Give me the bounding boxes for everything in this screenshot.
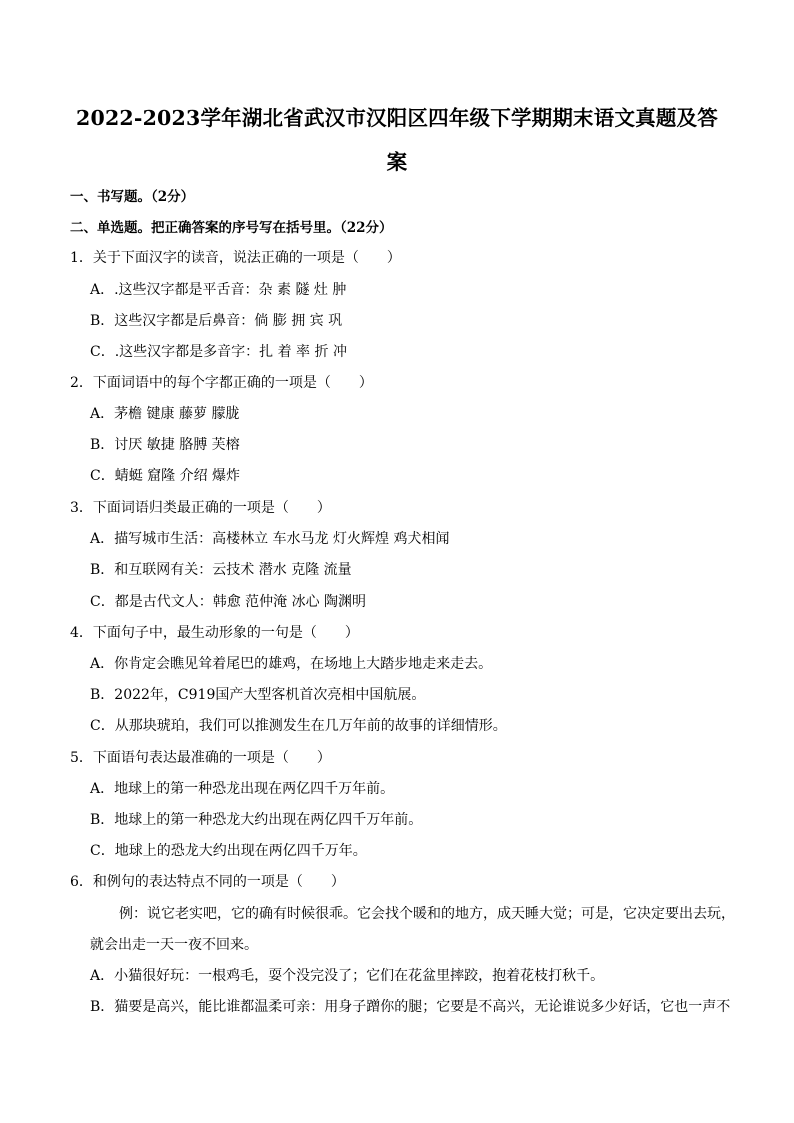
question-3-option-a: A．描写城市生活：高楼林立 车水马龙 灯火辉煌 鸡犬相闻 (90, 531, 450, 547)
question-5-stem: 5．下面语句表达最准确的一项是（ ） (70, 750, 331, 766)
question-6-stem: 6．和例句的表达特点不同的一项是（ ） (70, 874, 345, 890)
question-3-option-c: C．都是古代文人：韩愈 范仲淹 冰心 陶渊明 (90, 594, 367, 610)
question-2-stem: 2．下面词语中的每个字都正确的一项是（ ） (70, 375, 373, 391)
question-4-option-b: B．2022年，C919国产大型客机首次亮相中国航展。 (90, 687, 426, 703)
question-1-option-c: C．.这些汉字都是多音字：扎 着 率 折 冲 (90, 344, 347, 360)
document-title-line-2: 案 (386, 150, 408, 174)
question-3-option-b: B．和互联网有关：云技术 潜水 克隆 流量 (90, 562, 352, 578)
question-6-example-line-2: 就会出走一天一夜不回来。 (90, 937, 258, 953)
question-5-option-b: B．地球上的第一种恐龙大约出现在两亿四千万年前。 (90, 812, 423, 828)
question-2-option-c: C．蜻蜓 窟隆 介绍 爆炸 (90, 468, 241, 484)
section-heading-single-choice: 二、单选题。把正确答案的序号写在括号里。（22分） (70, 220, 393, 236)
question-1-stem: 1．关于下面汉字的读音，说法正确的一项是（ ） (70, 250, 401, 266)
question-6-option-b: B．猫要是高兴，能比谁都温柔可亲：用身子蹭你的腿；它要是不高兴，无论谁说多少好话，它也一声不 (90, 999, 731, 1015)
question-4-stem: 4．下面句子中，最生动形象的一句是（ ） (70, 625, 359, 641)
question-1-option-b: B．这些汉字都是后鼻音：倘 膨 拥 宾 巩 (90, 313, 343, 329)
question-6-option-a: A．小猫很好玩：一根鸡毛，耍个没完没了；它们在花盆里摔跤，抱着花枝打秋千。 (90, 968, 605, 984)
question-4-option-c: C．从那块琥珀，我们可以推测发生在几万年前的故事的详细情形。 (90, 718, 507, 734)
question-5-option-a: A．地球上的第一种恐龙出现在两亿四千万年前。 (90, 781, 395, 797)
section-heading-writing: 一、书写题。（2分） (70, 189, 195, 205)
question-2-option-b: B．讨厌 敏捷 胳膊 芙榕 (90, 437, 240, 453)
question-5-option-c: C．地球上的恐龙大约出现在两亿四千万年。 (90, 843, 367, 859)
question-3-stem: 3．下面词语归类最正确的一项是（ ） (70, 500, 331, 516)
question-2-option-a: A．茅檐 键康 藤萝 朦胧 (90, 406, 240, 422)
document-title-line-1: 2022-2023学年湖北省武汉市汉阳区四年级下学期期末语文真题及答 (76, 106, 718, 130)
question-4-option-a: A．你肯定会瞧见耸着尾巴的雄鸡，在场地上大踏步地走来走去。 (90, 656, 493, 672)
question-1-option-a: A．.这些汉字都是平舌音：杂 素 隧 灶 肿 (90, 282, 347, 298)
question-6-example-line-1: 例：说它老实吧，它的确有时候很乖。它会找个暖和的地方，成天睡大觉；可是，它决定要出去玩， (119, 906, 735, 922)
